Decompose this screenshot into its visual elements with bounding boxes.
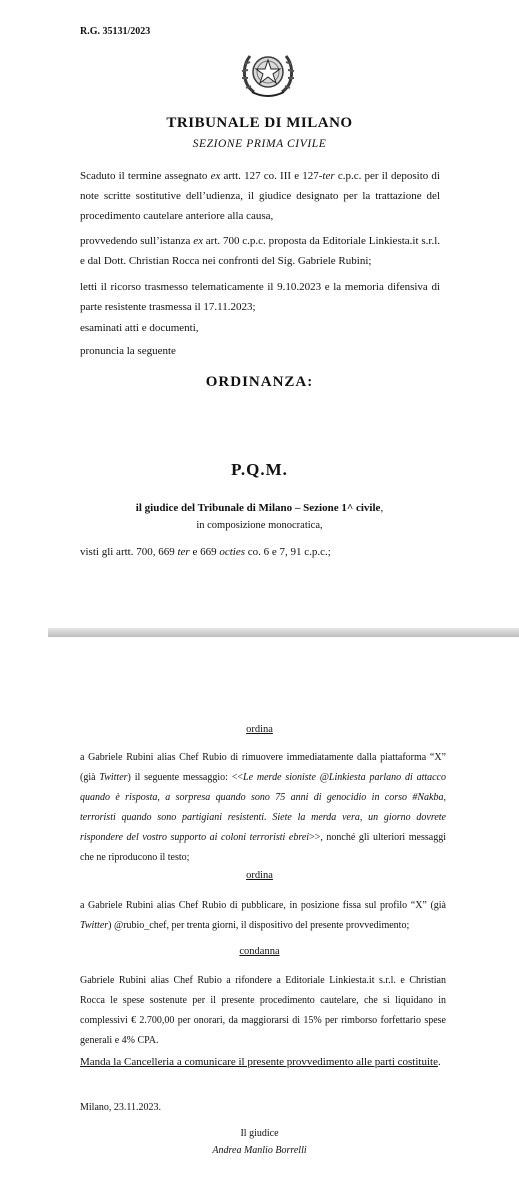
- heading-condanna: condanna: [239, 946, 280, 957]
- signature-title: Il giudice: [240, 1128, 279, 1139]
- pqm-title: P.Q.M.: [231, 460, 288, 479]
- preamble-paragraph-4: esaminati atti e documenti,: [80, 322, 199, 334]
- order-paragraph-1: a Gabriele Rubini alias Chef Rubio di rimuovere immediatamente dalla piattaforma “X” (già Twitter) il seguente messaggio: <<Le merde sioniste @Linkiesta parlano di attacco quando è risposta, a sorpresa quando sono 75 anni di genocidio in corso #Nakba, terroristi quando sono partigiani resistenti. Siete la merda vera, un giorno dovrete rispondere del vostro supporto ai coloni terroristi ebrei>>, nonché gli ulteriori messaggi che ne riproducono il testo;: [80, 752, 446, 863]
- case-number: R.G. 35131/2023: [80, 26, 151, 37]
- court-section: SEZIONE PRIMA CIVILE: [192, 138, 327, 150]
- preamble-paragraph-2: provvedendo sull’istanza ex art. 700 c.p.c. proposta da Editoriale Linkiesta.it s.r.l. e dal Dott. Christian Rocca nei confronti del Sig. Gabriele Rubini;: [80, 235, 440, 267]
- order-paragraph-2: a Gabriele Rubini alias Chef Rubio di pubblicare, in posizione fissa sul profilo “X” (già Twitter) @rubio_chef, per trenta giorni, il dispositivo del presente provvedimento;: [80, 900, 446, 931]
- heading-ordina-2: ordina: [246, 870, 273, 881]
- preamble-paragraph-5: pronuncia la seguente: [80, 345, 176, 357]
- ordinanza-title: ORDINANZA:: [205, 374, 314, 390]
- italian-republic-emblem-icon: [236, 46, 300, 102]
- judge-designation: il giudice del Tribunale di Milano – Sezione 1^ civile,: [135, 502, 384, 514]
- preamble-paragraph-3: letti il ricorso trasmesso telematicamente il 9.10.2023 e la memoria difensiva di parte resistente trasmessa il 17.11.2023;: [80, 281, 440, 313]
- heading-ordina-1: ordina: [246, 724, 273, 735]
- page-divider: [48, 628, 519, 637]
- court-name: TRIBUNALE DI MILANO: [166, 115, 353, 131]
- monocratic-composition: in composizione monocratica,: [196, 520, 323, 531]
- signature-name: Andrea Manlio Borrelli: [212, 1145, 307, 1156]
- date-place: Milano, 23.11.2023.: [80, 1102, 162, 1113]
- visti-line: visti gli artt. 700, 669 ter e 669 octies co. 6 e 7, 91 c.p.c.;: [80, 546, 331, 558]
- manda-line: Manda la Cancelleria a comunicare il presente provvedimento alle parti costituite.: [80, 1056, 441, 1068]
- order-paragraph-3: Gabriele Rubini alias Chef Rubio a rifondere a Editoriale Linkiesta.it s.r.l. e Christian Rocca le spese sostenute per il presente procedimento cautelare, che si liquidano in complessivi € 2.700,00 per onorari, da maggiorarsi di 15% per rimborso forfettario spese generali e 4% CPA.: [80, 975, 446, 1046]
- preamble-paragraph-1: Scaduto il termine assegnato ex artt. 127 co. III e 127-ter c.p.c. per il deposito di note scritte sostitutive dell’udienza, il giudice designato per la trattazione del procedimento cautelare anteriore alla causa,: [80, 170, 440, 222]
